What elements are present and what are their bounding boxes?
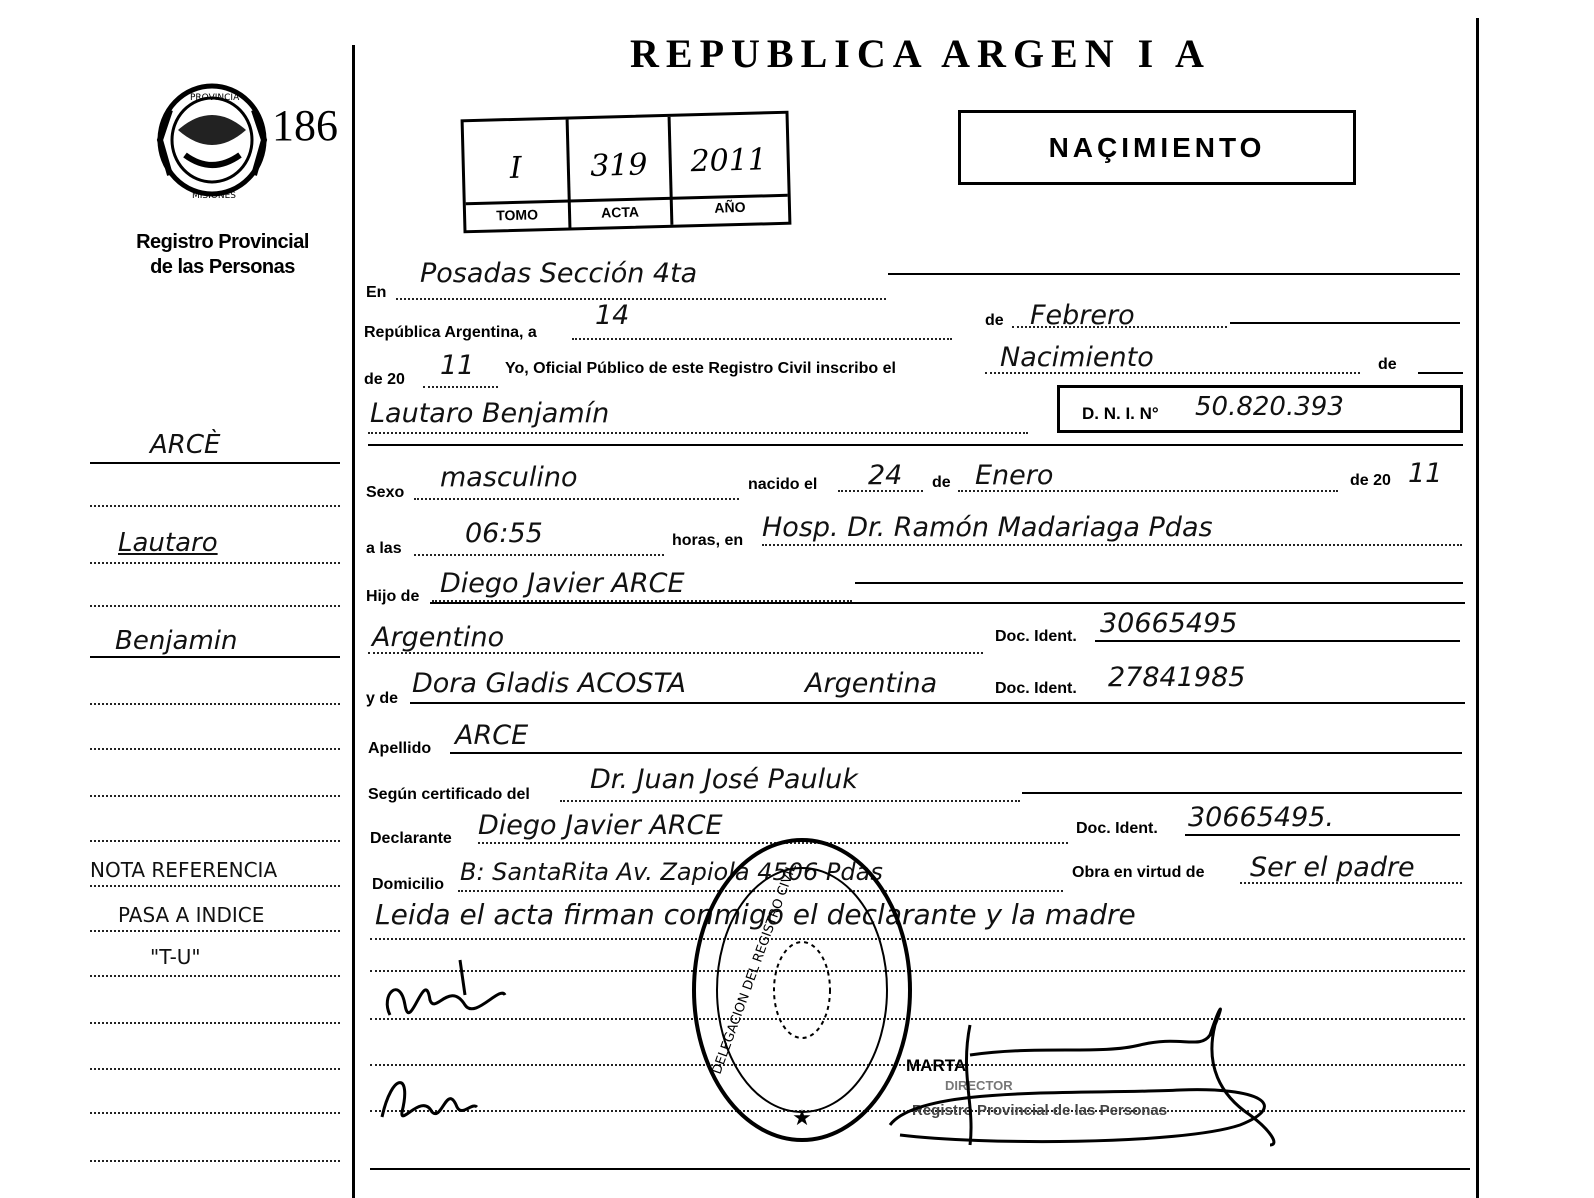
declarante-doc-label: Doc. Ident. [1076,820,1158,837]
declarante-label: Declarante [370,830,452,847]
anio-event: Nacimiento [1000,342,1154,373]
padre-label: Hijo de [366,588,420,605]
acta-label: ACTA [600,203,640,221]
mother-signature [372,1062,482,1132]
nacido-label: nacido el [748,476,818,493]
nacido-de-label: de [932,474,951,491]
tomo-label: TOMO [496,206,539,224]
certificado-value: Dr. Juan José Pauluk [590,764,858,795]
fecha-month: Febrero [1030,300,1135,331]
registry-line-1: Registro Provincial [136,231,309,253]
acta-value: 319 [589,147,648,184]
declarant-signature [370,955,520,1035]
nacido-year-label: de 20 [1350,472,1391,489]
sexo-value: masculino [440,462,578,493]
padre-nationality: Argentino [372,622,505,653]
margin-first-name: Lautaro [118,528,218,558]
right-border [1476,18,1479,1198]
nacido-day: 24 [868,460,903,491]
hora-label: a las [366,540,402,557]
official-name: MARTA [906,1056,967,1075]
margin-second-name: Benjamin [115,626,238,656]
en-value: Posadas Sección 4ta [420,258,698,289]
document-title: REPUBLICA ARGEN I A [630,31,1211,76]
svg-text:PROVINCIA: PROVINCIA [190,93,240,103]
domicilio-label: Domicilio [372,876,445,893]
official-title: DIRECTOR [945,1078,1013,1093]
horas-en-label: horas, en [672,532,744,549]
certificado-label: Según certificado del [368,786,530,803]
anio-mid-label: Yo, Oficial Público de este Registro Civil inscribo el [505,360,896,377]
fecha-prefix: República Argentina, a [364,324,537,341]
record-box [461,111,792,234]
svg-text:MISIONES: MISIONES [192,191,237,201]
apellido-label: Apellido [368,740,432,757]
left-column-divider [352,45,355,1198]
dni-box [1057,385,1463,433]
madre-doc: 27841985 [1108,662,1246,693]
en-label: En [366,284,387,301]
anio-year: 11 [440,350,475,381]
margin-note-1: NOTA REFERENCIA [90,858,278,882]
madre-nationality: Argentina [805,668,938,699]
margin-surname: ARCÈ [150,430,221,460]
sexo-label: Sexo [366,484,405,501]
apellido-value: ARCE [455,720,529,751]
obra-value: Ser el padre [1250,852,1415,883]
birth-place: Hosp. Dr. Ramón Madariaga Pdas [762,512,1213,543]
obra-label: Obra en virtud de [1072,864,1205,881]
nacido-year: 11 [1408,458,1443,489]
anio-value: 2011 [690,142,768,180]
fecha-de-label: de [985,312,1004,329]
padre-doc-label: Doc. Ident. [995,628,1077,645]
madre-doc-label: Doc. Ident. [995,680,1077,697]
svg-text:DELEGACION DEL REGISTRO CIVIL: DELEGACION DEL REGISTRO CIVIL [709,862,800,1077]
official-signature [880,995,1300,1155]
madre-name: Dora Gladis ACOSTA [412,668,686,699]
provincial-seal-icon [150,80,275,205]
logo-number: 186 [272,101,338,150]
tomo-value: I [509,150,523,187]
dni-value: 50.820.393 [1195,392,1344,422]
declarante-doc: 30665495. [1188,802,1335,833]
svg-text:★: ★ [792,1106,812,1131]
child-name: Lautaro Benjamín [370,398,610,429]
padre-doc: 30665495 [1100,608,1238,639]
dni-label: D. N. I. N° [1082,404,1159,423]
nacido-month: Enero [975,460,1054,491]
domicilio-value: B: SantaRita Av. Zapiola 4506 Pdas [460,858,883,886]
declarante-value: Diego Javier ARCE [478,810,723,841]
hora-value: 06:55 [465,518,543,549]
registry-line-2: de las Personas [150,256,295,278]
registry-name [100,230,345,280]
margin-note-2: PASA A INDICE [118,903,265,927]
madre-label: y de [366,690,399,707]
fecha-day: 14 [595,300,630,331]
record-type-box: NAÇIMIENTO [958,110,1356,185]
leida-text: Leida el acta firman conmigo el declarante y la madre [375,898,1136,931]
anio-label: AÑO [714,198,746,216]
padre-name: Diego Javier ARCE [440,568,685,599]
anio-prefix: de 20 [364,371,405,388]
anio-de-label: de [1378,356,1397,373]
official-registry: Registro Provincial de las Personas [912,1102,1168,1119]
margin-note-3: "T-U" [150,945,201,969]
